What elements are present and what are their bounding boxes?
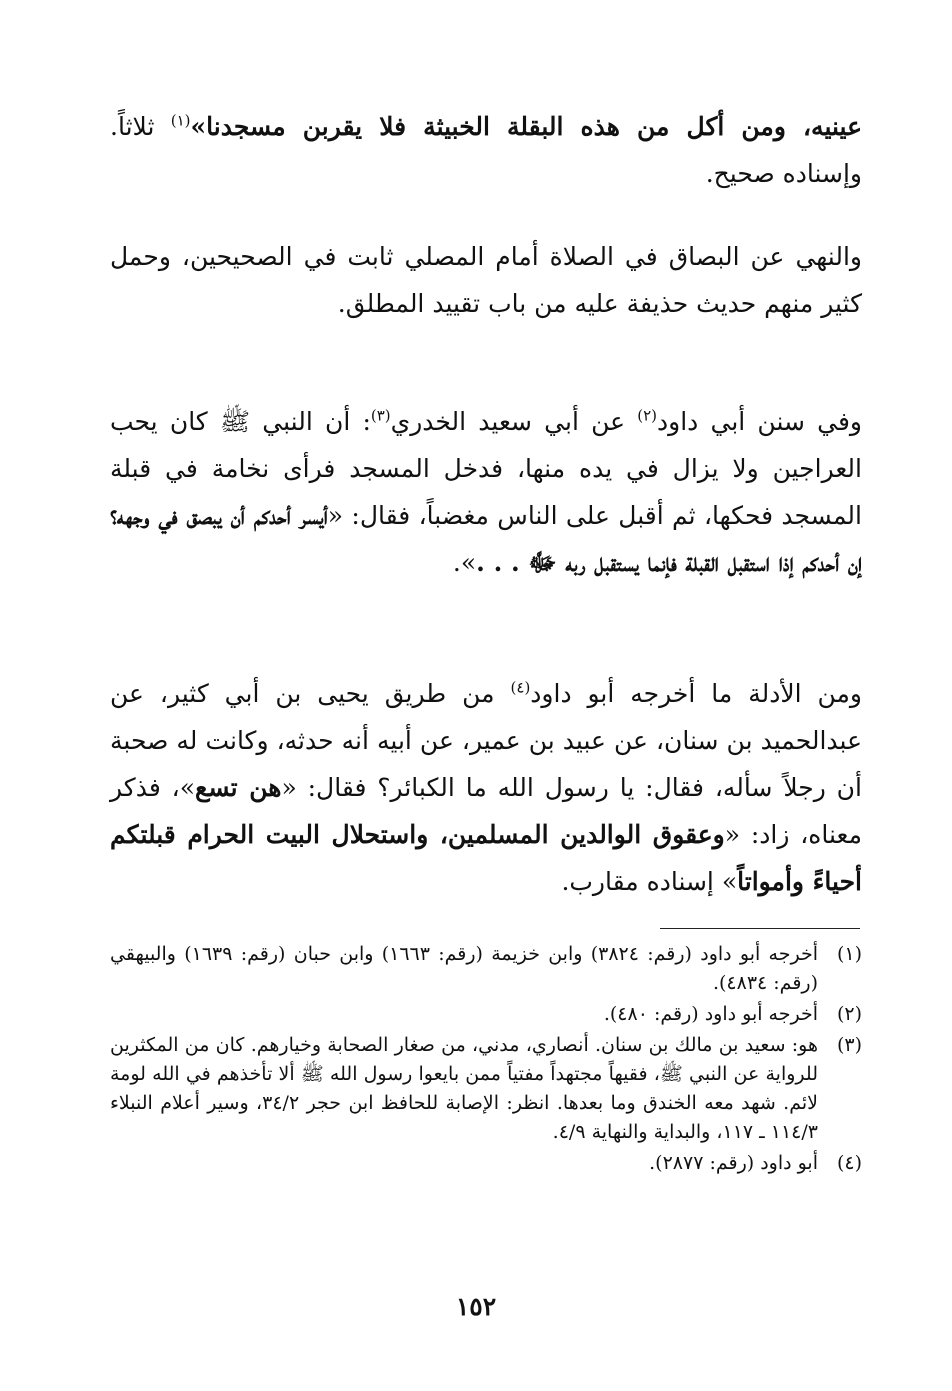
hadith-text-bold: هن تسع xyxy=(195,773,282,802)
hadith-text-bold: عينيه، ومن أكل من هذه البقلة الخبيثة فلا يقربن مسجدنا» xyxy=(190,112,862,141)
hadith-text-bold: أيسر أحدكم أن يبصق في وجهه؟ إن أحدكم إذا استقبل القبلة فإنما يستقبل ربه ﷻ . . . xyxy=(110,501,862,577)
footnote-number: (١) xyxy=(836,943,862,965)
paragraph-text: »، فذكر معناه، زاد: « xyxy=(110,773,862,849)
footnote-divider xyxy=(660,928,860,929)
paragraph-text: وفي سنن أبي داود xyxy=(657,407,862,436)
paragraph-text: من طريق يحيى بن أبي كثير، عن عبدالحميد بن سنان، عن عبيد بن عمير، عن أبيه أنه حدثه، وكانت له صحبة أن رجلاً سأله، فقال: يا رسول الله ما الكبائر؟ فقال: « xyxy=(110,679,862,802)
paragraph-3 xyxy=(110,398,862,586)
footnote-ref-3: (٣) xyxy=(370,406,391,425)
footnote-text: هو: سعيد بن مالك بن سنان. أنصاري، مدني، من صغار الصحابة وخيارهم. كان من المكثرين للرواية عن النبي ﷺ، فقيهاً مجتهداً مفتياً ممن بايعوا رسول الله ﷺ ألا تأخذهم في الله لومة لائم. شهد معه الخندق وما بعدها. انظر: الإصابة للحافظ ابن حجر ٣٤/٢، وسير أعلام النبلاء ١١٤/٣ ـ ١١٧، والبداية والنهاية ٤/٩. xyxy=(110,1034,818,1143)
page-number: ١٥٢ xyxy=(455,1292,497,1321)
footnote-number: (٤) xyxy=(836,1152,862,1174)
footnote-text: أخرجه أبو داود (رقم: ٣٨٢٤) وابن خزيمة (رقم: ١٦٦٣) وابن حبان (رقم: ١٦٣٩) والبيهقي (رقم: ٤٨٣٤). xyxy=(110,943,818,994)
footnote-ref-4: (٤) xyxy=(510,678,531,697)
paragraph-text: » إسناده مقارب. xyxy=(561,867,738,896)
paragraph-text: ». xyxy=(452,548,477,577)
footnote-text: أخرجه أبو داود (رقم: ٤٨٠). xyxy=(603,1003,818,1025)
paragraph-1 xyxy=(110,103,862,197)
paragraph-text: ومن الأدلة ما أخرجه أبو داود xyxy=(530,679,863,708)
footnote-item xyxy=(110,940,862,998)
footnote-item xyxy=(110,1000,862,1029)
footnote-ref-1: (١) xyxy=(170,111,191,130)
footnote-number: (٣) xyxy=(836,1034,862,1056)
footnote-item xyxy=(110,1149,862,1178)
footnote-number: (٢) xyxy=(836,1003,862,1025)
footnote-ref-2: (٢) xyxy=(637,406,658,425)
paragraph-2 xyxy=(110,233,862,327)
paragraph-4 xyxy=(110,670,862,905)
footnotes xyxy=(110,940,862,1180)
hadith-text-bold: وعقوق الوالدين المسلمين، واستحلال البيت الحرام قبلتكم أحياءً وأمواتاً xyxy=(110,820,862,896)
paragraph-text: : أن النبي ﷺ كان يحب العراجين ولا يزال في يده منها، فدخل المسجد فرأى نخامة في قبلة المسجد فحكها، ثم أقبل على الناس مغضباً، فقال: « xyxy=(110,407,862,530)
paragraph-text: عن أبي سعيد الخدري xyxy=(390,407,638,436)
footnote-item xyxy=(110,1031,862,1147)
paragraph-text: والنهي عن البصاق في الصلاة أمام المصلي ثابت في الصحيحين، وحمل كثير منهم حديث حذيفة عليه من باب تقييد المطلق. xyxy=(110,242,862,318)
footnote-text: أبو داود (رقم: ٢٨٧٧). xyxy=(649,1152,818,1174)
paragraph-text: ثلاثاً. وإسناده صحيح. xyxy=(110,112,862,188)
